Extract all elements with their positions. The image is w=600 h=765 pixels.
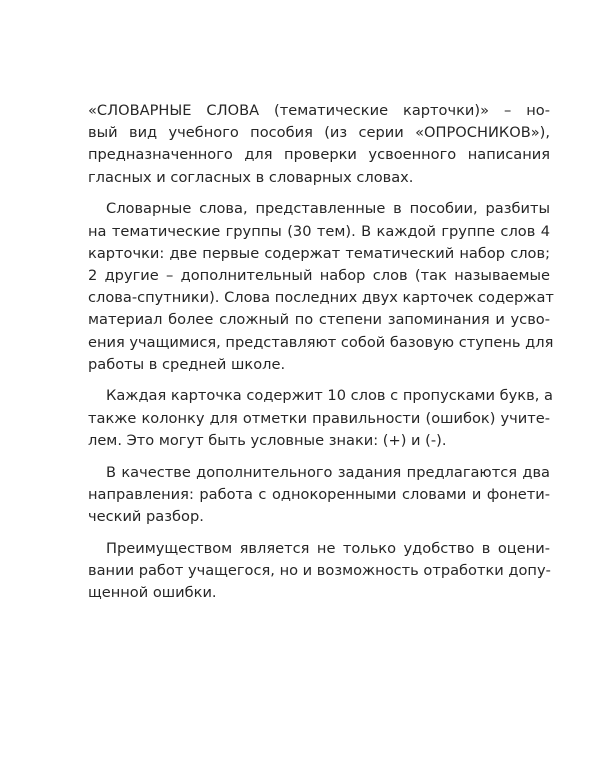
body-text [88, 100, 554, 614]
paragraph [88, 538, 550, 605]
text-line: также колонку для отметки правильности (ошибок) учите- [88, 409, 550, 427]
text-line: ческий разбор. [88, 507, 204, 525]
text-line: 2 другие – дополнительный набор слов (так называемые [88, 266, 550, 284]
text-line: предназначенного для проверки усвоенного написания [88, 146, 550, 164]
paragraph [88, 100, 550, 189]
text-line: материал более сложный по степени запоминания и усво- [88, 311, 550, 329]
text-line: Каждая карточка содержит 10 слов с пропусками букв, а [106, 387, 553, 405]
paragraph [88, 385, 553, 452]
paragraph [88, 462, 550, 529]
text-line: гласных и согласных в словарных словах. [88, 168, 414, 186]
text-line: В качестве дополнительного задания предлагаются два [106, 463, 550, 481]
text-line: слова-спутники). Слова последних двух карточек содержат [88, 289, 554, 307]
text-line: Словарные слова, представленные в пособии, разбиты [106, 200, 550, 218]
text-line: работы в средней школе. [88, 355, 286, 373]
text-line: вании работ учащегося, но и возможность отработки допу- [88, 561, 551, 579]
text-line: вый вид учебного пособия (из серии «ОПРОСНИКОВ»), [88, 124, 550, 142]
text-line: Преимуществом является не только удобство в оцени- [106, 539, 550, 557]
text-line: направления: работа с однокоренными словами и фонети- [88, 485, 550, 503]
text-line: карточки: две первые содержат тематический набор слов; [88, 244, 550, 262]
text-line: ения учащимися, представляют собой базовую ступень для [88, 333, 554, 351]
text-line: «СЛОВАРНЫЕ СЛОВА (тематические карточки)» – но- [88, 102, 550, 119]
text-line: щенной ошибки. [88, 584, 217, 602]
paragraph [88, 198, 554, 376]
text-line: на тематические группы (30 тем). В каждой группе слов 4 [88, 222, 550, 240]
text-line: лем. Это могут быть условные знаки: (+) и (-). [88, 431, 447, 449]
